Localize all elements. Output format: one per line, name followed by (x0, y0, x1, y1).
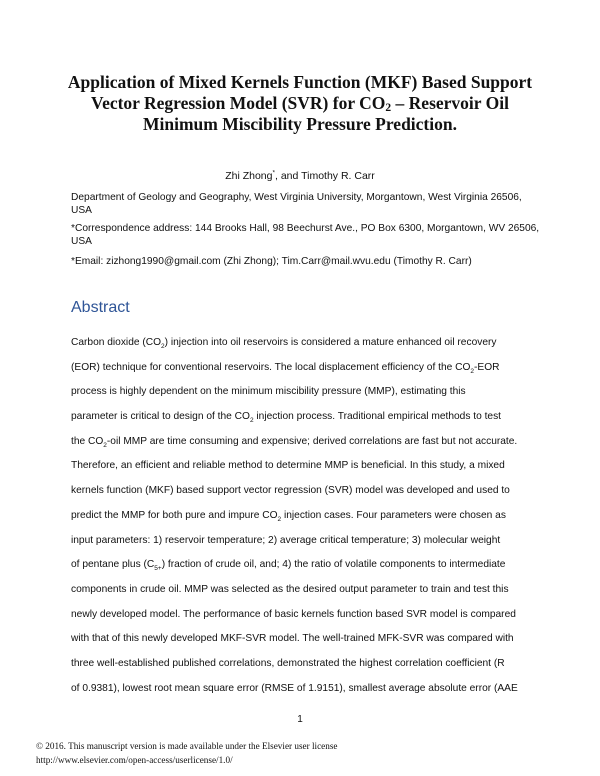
abstract-line: kernels function (MKF) based support vector regression (SVR) model was developed and used to (71, 485, 510, 497)
author-2: Timothy R. Carr (301, 170, 375, 182)
license-link[interactable]: http://www.elsevier.com/open-access/userlicense/1.0/ (36, 755, 233, 765)
page-number: 1 (297, 714, 303, 725)
abstract-line: three well-established published correlations, demonstrated the highest correlation coefficient (R (71, 657, 505, 669)
title-line-1: Application of Mixed Kernels Function (MKF) Based Support (67, 72, 533, 92)
abstract-line: components in crude oil. MMP was selected as the desired output parameter to train and test this (71, 583, 509, 595)
title-line-2-end: – Reservoir Oil (391, 93, 509, 113)
abstract-line: input parameters: 1) reservoir temperature; 2) average critical temperature; 3) molecular weight (71, 534, 501, 546)
abstract-line: process is highly dependent on the minimum miscibility pressure (MMP), estimating this (71, 386, 466, 398)
author-connector: , and (275, 170, 302, 182)
abstract-line: the $CO_2$-oil MMP are time consuming and expensive; derived correlations are fast but not accurate. (71, 435, 518, 449)
title-subscript: 2 (385, 102, 392, 114)
abstract-line: parameter is critical to design of the $CO_2$ injection process. Traditional empirical methods to test (71, 411, 502, 425)
affiliation-department: Department of Geology and Geography, West Virginia University, Morgantown, West Virginia 26506, USA (71, 192, 522, 216)
paper-title (60, 72, 540, 135)
abstract-line: (EOR) technique for conventional reservoirs. The local displacement efficiency of the $CO_2$-EOR (71, 361, 500, 375)
title-line-2-start: Vector Regression Model (SVR) for CO (91, 93, 386, 113)
abstract-heading: Abstract (71, 299, 130, 316)
license-notice: © 2016. This manuscript version is made available under the Elsevier user license (36, 741, 338, 751)
abstract-line: predict the MMP for both pure and impure $CO_2$ injection cases. Four parameters were chosen as (71, 509, 506, 523)
abstract-line: with that of this newly developed MKF-SVR model. The well-trained MFK-SVR was compared with (71, 633, 514, 645)
title-line-2 (60, 93, 540, 114)
abstract-line: of 0.9381), lowest root mean square error (RMSE of 1.9151), smallest average absolute error (AAE (71, 682, 518, 694)
abstract-line: Therefore, an efficient and reliable method to determine MMP is beneficial. In this study, a mixed (71, 460, 505, 472)
author-1: Zhi Zhong (225, 170, 273, 182)
corresponding-mark: * (272, 169, 275, 177)
author-list (0, 169, 600, 183)
abstract-line: Carbon dioxide $(CO_2)$ injection into oil reservoirs is considered a mature enhanced oil recovery (71, 337, 497, 351)
title-line-3: Minimum Miscibility Pressure Prediction. (142, 114, 457, 134)
abstract-body (71, 336, 535, 706)
affiliation-correspondence: *Correspondence address: 144 Brooks Hall, 98 Beechurst Ave., PO Box 6300, Morgantown, WV 26506, USA (71, 223, 540, 247)
abstract-line: of pentane plus $(C_{5+})$ fraction of crude oil, and; 4) the ratio of volatile components to intermediate (71, 559, 506, 573)
abstract-line: newly developed model. The performance of basic kernels function based SVR model is compared (71, 608, 516, 620)
affiliation-email: *Email: zizhong1990@gmail.com (Zhi Zhong); Tim.Carr@mail.wvu.edu (Timothy R. Carr) (71, 256, 472, 267)
